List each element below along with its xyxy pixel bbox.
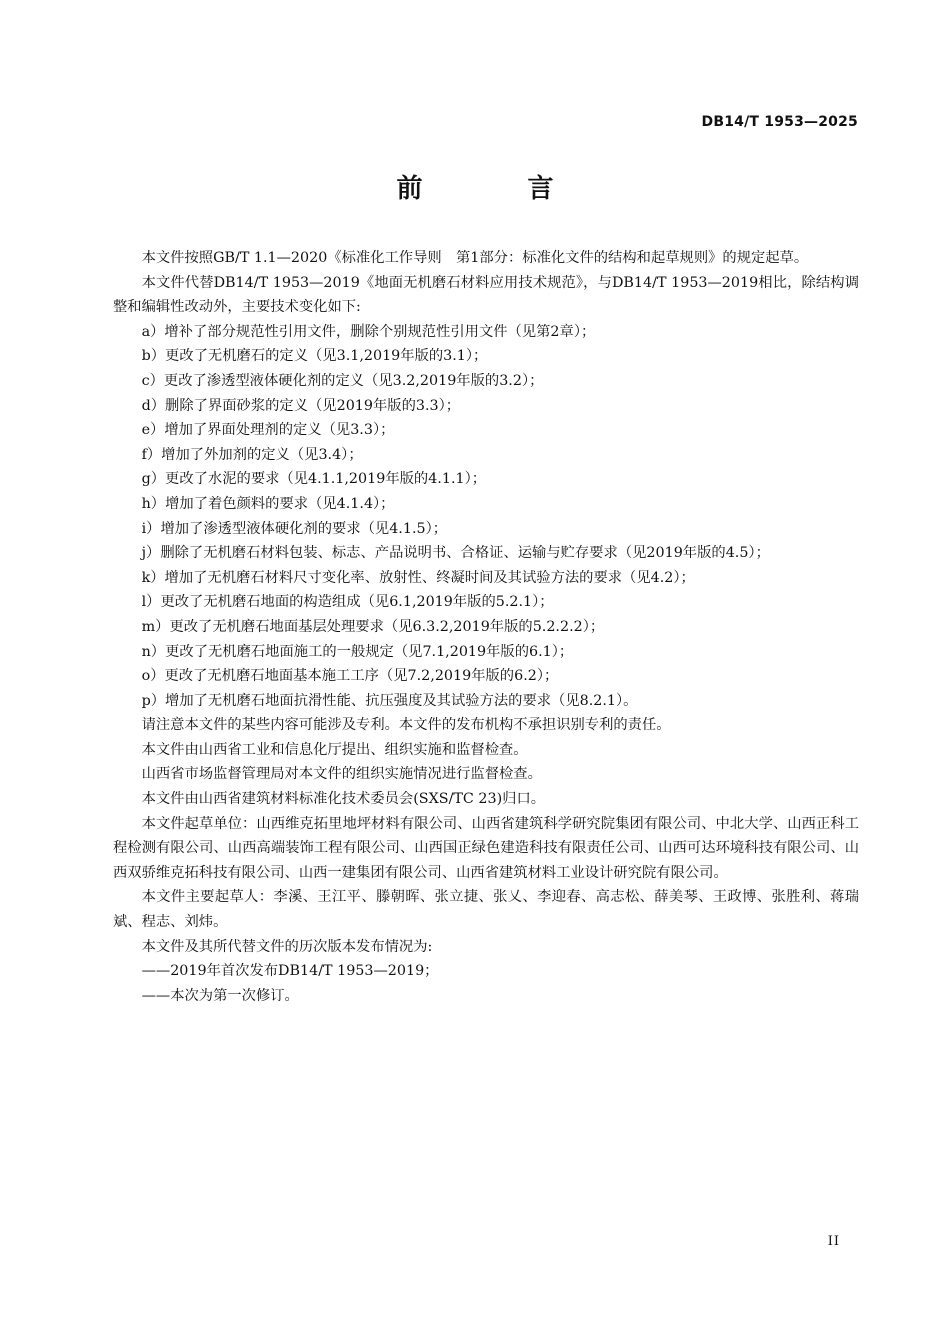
change-item: g）更改了水泥的要求（见4.1.1,2019年版的4.1.1）；: [141, 471, 487, 488]
document-number: DB14/T 1953—2025: [701, 114, 858, 130]
history-intro: 本文件及其所代替文件的历次版本发布情况为:: [141, 938, 433, 955]
supervision-paragraph: 山西省市场监督管理局对本文件的组织实施情况进行监督检查。: [141, 766, 542, 783]
change-item: l）更改了无机磨石地面的构造组成（见6.1,2019年版的5.2.1）；: [141, 594, 554, 611]
change-item: a）增补了部分规范性引用文件，删除个别规范性引用文件（见第2章）；: [141, 323, 596, 340]
change-item: e）增加了界面处理剂的定义（见3.3）；: [141, 422, 395, 439]
page-number: II: [827, 1234, 840, 1249]
change-item: k）增加了无机磨石材料尺寸变化率、放射性、终凝时间及其试验方法的要求（见4.2）；: [141, 569, 695, 586]
committee-paragraph: 本文件由山西省建筑材料标准化技术委员会(SXS/TC 23)归口。: [141, 791, 546, 808]
change-item: i）增加了渗透型液体硬化剂的要求（见4.1.5）；: [141, 520, 448, 537]
page-title: 前 言: [396, 174, 602, 204]
document-body: [113, 246, 859, 1008]
change-item: n）更改了无机磨石地面施工的一般规定（见7.1,2019年版的6.1）；: [141, 643, 574, 660]
intro-paragraph: 本文件代替DB14/T 1953—2019《地面无机磨石材料应用技术规范》，与DB14/T 1953—2019相比，除结构调整和编辑性改动外，主要技术变化如下:: [113, 274, 859, 316]
change-item: j）删除了无机磨石材料包装、标志、产品说明书、合格证、运输与贮存要求（见2019年版的4.5）；: [141, 545, 770, 562]
patent-notice: 请注意本文件的某些内容可能涉及专利。本文件的发布机构不承担识别专利的责任。: [141, 717, 671, 734]
proposer-paragraph: 本文件由山西省工业和信息化厅提出、组织实施和监督检查。: [141, 741, 528, 758]
change-item: m）更改了无机磨石地面基层处理要求（见6.3.2,2019年版的5.2.2.2）；: [141, 618, 605, 635]
change-item: h）增加了着色颜料的要求（见4.1.4）；: [141, 495, 395, 512]
history-item: ——2019年首次发布DB14/T 1953—2019；: [141, 963, 439, 980]
change-item: f）增加了外加剂的定义（见3.4）；: [141, 446, 363, 463]
change-item: b）更改了无机磨石的定义（见3.1,2019年版的3.1）；: [141, 348, 488, 365]
change-item: o）更改了无机磨石地面基本施工工序（见7.2,2019年版的6.2）；: [141, 668, 559, 685]
change-item: c）更改了渗透型液体硬化剂的定义（见3.2,2019年版的3.2）；: [141, 372, 544, 389]
change-item: d）删除了界面砂浆的定义（见2019年版的3.3）；: [141, 397, 461, 414]
drafters-paragraph: 本文件主要起草人：李溪、王江平、滕朝晖、张立捷、张乂、李迎春、高志松、薛美琴、王政博、张胜利、蒋瑞斌、程志、刘炜。: [113, 889, 859, 931]
history-item: ——本次为第一次修订。: [141, 987, 299, 1004]
change-item: p）增加了无机磨石地面抗滑性能、抗压强度及其试验方法的要求（见8.2.1）。: [141, 692, 638, 709]
intro-paragraph: 本文件按照GB/T 1.1—2020《标准化工作导则 第1部分：标准化文件的结构和起草规则》的规定起草。: [141, 250, 809, 266]
drafting-units-paragraph: 本文件起草单位：山西维克拓里地坪材料有限公司、山西省建筑科学研究院集团有限公司、中北大学、山西正科工程检测有限公司、山西高端装饰工程有限公司、山西国正绿色建造科技有限责任公司、山西可达环境科技有限公司、山西双骄维克拓科技有限公司、山西一建集团有限公司、山西省建筑材料工业设计研究院有限公司。: [113, 815, 859, 881]
